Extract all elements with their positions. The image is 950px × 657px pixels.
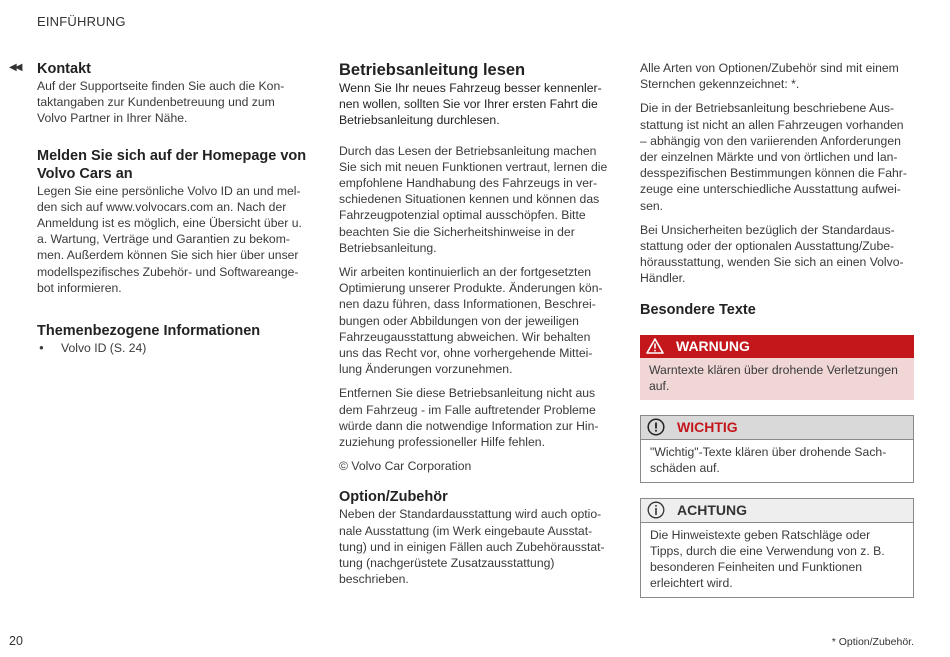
text-line: desspezifischen Bestimmungen können die Fahr-	[640, 166, 907, 181]
info-circle-icon	[647, 501, 665, 519]
text-line: auf.	[649, 378, 670, 393]
text-line: erleichtert wird.	[650, 575, 733, 590]
text-line: Auf der Supportseite finden Sie auch die Kon-	[37, 79, 285, 93]
text-line: Bei Unsicherheiten bezüglich der Standardaus-	[640, 222, 895, 237]
text-line: Fahrzeugausstattung abweichen. Wir behalten	[339, 329, 591, 344]
text-line: empfohlene Handhabung des Fahrzeugs in ver-	[339, 176, 598, 191]
text-line: Betriebsanleitung durchlesen.	[339, 113, 500, 128]
important-box	[640, 415, 914, 483]
text-line: schäden auf.	[650, 460, 720, 475]
text-line: hörausstattung, wenden Sie sich an einen Volvo-	[640, 255, 904, 270]
warning-box	[640, 335, 914, 400]
themen-title: Themenbezogene Informationen	[37, 323, 261, 340]
note-text	[641, 523, 913, 597]
text-line: dem Fahrzeug - im Falle auftretender Probleme	[339, 402, 596, 417]
melden-title	[37, 147, 312, 183]
text-line: Die in der Betriebsanleitung beschriebene Aus-	[640, 101, 895, 116]
text-line: nale Ausstattung (im Werk eingebaute Ausstat-	[339, 523, 593, 538]
themen-list	[37, 340, 312, 356]
important-label: WICHTIG	[677, 419, 738, 436]
double-chevron-left-icon[interactable]: ◀◀	[9, 62, 21, 73]
page-number: 20	[9, 634, 23, 648]
intro-text	[339, 80, 615, 129]
kontakt-title: Kontakt	[37, 61, 91, 77]
footnote: * Option/Zubehör.	[831, 636, 914, 648]
text-line: zuziehung professioneller Hilfe fehlen.	[339, 435, 545, 450]
text-line: schiedenen Situationen kennen und können das	[339, 192, 600, 207]
text-line: Händler.	[640, 271, 686, 286]
text-line: – abhängig von den variierenden Anforderungen	[640, 133, 901, 148]
text-line: Sternchen gekennzeichnet: *.	[640, 77, 800, 92]
text-line: tung (nachgerüstete Zusatzausstattung)	[339, 556, 555, 571]
text-line: Entfernen Sie diese Betriebsanleitung nicht aus	[339, 386, 596, 401]
column-right	[640, 60, 914, 598]
paragraph-3	[339, 385, 615, 450]
text-line: Fahrzeugpotenzial optimal ausschöpfen. Bitte	[339, 208, 586, 223]
paragraph-uncertainty	[640, 222, 914, 287]
text-line: Wenn Sie Ihr neues Fahrzeug besser kennenler-	[339, 81, 602, 95]
melden-text	[37, 183, 312, 296]
text-line: Wir arbeiten kontinuierlich an der fortgesetzten	[339, 265, 592, 280]
warning-triangle-icon	[646, 337, 664, 355]
text-line: uns das Recht vor, ohne vorhergehende Mittei-	[339, 346, 593, 361]
text-line: lung Änderungen vorzunehmen.	[339, 362, 513, 377]
text-line: a. Wartung, Verträge und Garantien zu bekom-	[37, 232, 290, 247]
column-middle	[339, 60, 615, 587]
text-line: bungen oder Abbildungen von der jeweiligen	[339, 313, 579, 328]
text-line: Warntexte klären über drohende Verletzungen	[649, 362, 898, 377]
text-line: der einzelnen Märkte und von örtlichen und lan-	[640, 150, 898, 165]
warning-text	[640, 358, 914, 400]
note-box	[640, 498, 914, 598]
text-line: beschrieben.	[339, 572, 409, 587]
option-text	[339, 506, 615, 587]
text-line: würde dann die notwendige Information zur Hin-	[339, 418, 599, 433]
exclamation-circle-icon	[647, 418, 665, 436]
text-line: zeuge eine unterschiedliche Ausstattung aufwei-	[640, 182, 901, 197]
note-label: ACHTUNG	[677, 502, 747, 519]
text-line: modellspezifisches Zubehör- und Softwareange-	[37, 264, 299, 279]
besondere-title: Besondere Texte	[640, 301, 756, 318]
text-line: Melden Sie sich auf der Homepage von	[37, 147, 307, 164]
list-item[interactable]: ● Volvo ID (S. 24)	[37, 340, 312, 356]
text-line: Sie sich mit neuen Funktionen vertraut, lernen die	[339, 159, 608, 174]
text-line: Betriebsanleitung.	[339, 240, 437, 255]
text-line: taktangaben zur Kundenbetreuung und zum	[37, 95, 275, 110]
text-line: "Wichtig"-Texte klären über drohende Sach-	[650, 444, 887, 459]
text-line: Die Hinweistexte geben Ratschläge oder	[650, 527, 871, 542]
column-left	[37, 60, 312, 356]
option-title: Option/Zubehör	[339, 489, 448, 506]
paragraph-stars	[640, 60, 914, 92]
page-title: Betriebsanleitung lesen	[339, 61, 526, 79]
paragraph-2	[339, 264, 615, 377]
important-text	[641, 440, 913, 482]
copyright: © Volvo Car Corporation	[339, 459, 472, 474]
text-line: stattung ist nicht an allen Fahrzeugen vorhanden	[640, 117, 904, 132]
paragraph-1	[339, 143, 615, 256]
text-line: Anmeldung ist es möglich, eine Übersicht über u.	[37, 216, 302, 231]
text-line: Durch das Lesen der Betriebsanleitung machen	[339, 143, 597, 158]
text-line: Volvo Cars an	[37, 165, 133, 182]
section-header: EINFÜHRUNG	[37, 14, 126, 29]
kontakt-text	[37, 78, 312, 127]
text-line: nen dazu führen, dass Informationen, Beschrei-	[339, 297, 596, 312]
text-line: Volvo Partner in Ihrer Nähe.	[37, 111, 188, 126]
text-line: Neben der Standardausstattung wird auch optio-	[339, 507, 602, 522]
text-line: stattung oder der optionalen Ausstattung/Zube-	[640, 239, 895, 254]
text-line: besonderen Feinheiten und Funktionen	[650, 559, 863, 574]
text-line: Alle Arten von Optionen/Zubehör sind mit einem	[640, 61, 899, 75]
text-line: Optimierung unserer Produkte. Änderungen kön-	[339, 281, 603, 296]
warning-label: WARNUNG	[676, 338, 750, 355]
text-line: Tipps, durch die eine Verwendung von z. B.	[650, 543, 885, 558]
text-line: men. Außerdem können Sie sich hier über unser	[37, 248, 299, 263]
text-line: sen.	[640, 198, 664, 213]
text-line: tung) und in einigen Fällen auch Zubehörausstat-	[339, 539, 605, 554]
text-line: bot informieren.	[37, 280, 122, 295]
text-line: Legen Sie eine persönliche Volvo ID an und mel-	[37, 183, 301, 198]
paragraph-equipment	[640, 100, 914, 213]
text-line: den sich auf www.volvocars.com an. Nach der	[37, 199, 287, 214]
text-line: beachten Sie die Sicherheitshinweise in der	[339, 224, 575, 239]
text-line: nen wollen, sollten Sie vor Ihrer ersten Fahrt die	[339, 97, 598, 112]
